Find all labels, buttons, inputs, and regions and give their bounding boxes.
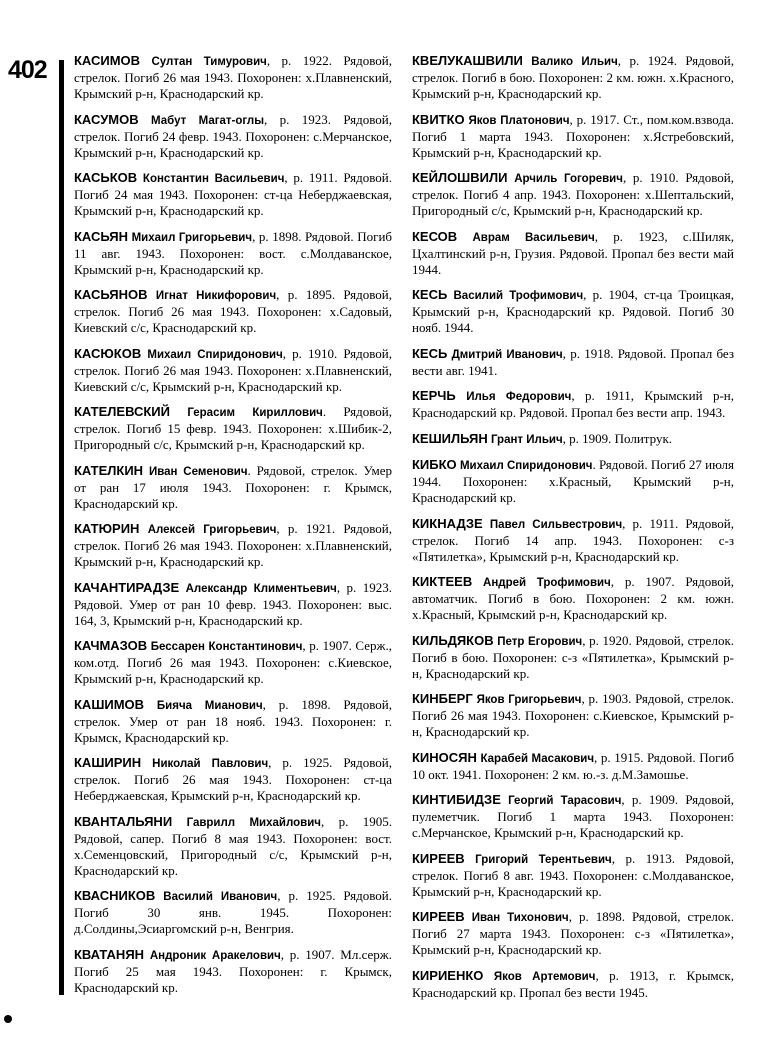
entry-given-name: Дмитрий Иванович xyxy=(451,348,563,361)
entry-given-name: Мабут Магат-оглы xyxy=(151,114,265,127)
entry-surname: КИРИЕНКО xyxy=(412,967,484,983)
entry-given-name: Павел Сильвестрович xyxy=(489,518,623,531)
entry xyxy=(74,814,392,879)
entry-details: , р. 1898. Рядовой. Погиб 11 авг. 1943. Похоронен: вост. с.Молдаванское, Крымский р-н, Краснодарский кр. xyxy=(74,228,393,277)
entry xyxy=(412,516,734,565)
entry xyxy=(412,633,734,682)
entry xyxy=(412,287,734,336)
entry-surname: КАСУМОВ xyxy=(74,111,139,127)
entry xyxy=(74,888,392,937)
entry-given-name: Грант Ильич xyxy=(490,433,563,446)
entry-details: , р. 1911, Крымский р-н, Краснодарский кр. Рядовой. Пропал без вести апр. 1943. xyxy=(412,388,735,420)
entry-given-name: Петр Егорович xyxy=(497,635,583,648)
entry-given-name: Бессарен Константинович xyxy=(150,641,303,653)
entry xyxy=(412,909,734,958)
entry xyxy=(74,170,392,219)
margin-mark xyxy=(4,1015,12,1023)
entry xyxy=(412,388,734,421)
entry-details: , р. 1905. Рядовой, сапер. Погиб 8 мая 1943. Похоронен: вост. х.Семенцовский, Пригородный с/с, Крымский р-н, Краснодарский кр. xyxy=(74,813,393,878)
entry-given-name: Яков Артемович xyxy=(493,970,596,983)
entry-details: , р. 1910. Рядовой, стрелок. Погиб 26 мая 1943. Похоронен: х.Плавненский, Киевский с/с, Крымский р-н, Краснодарский кр. xyxy=(74,345,392,394)
entry xyxy=(412,53,734,102)
entry-given-name: Константин Васильевич xyxy=(142,173,285,185)
entry xyxy=(74,53,392,102)
entry-surname: КАЧАНТИРАДЗЕ xyxy=(74,579,180,595)
entry-details: , р. 1911. Рядовой. Погиб 24 мая 1943. Похоронен: ст-ца Неберджаевская, Крымский р-н, Краснодарский кр. xyxy=(74,170,392,218)
entry-surname: КИЛЬДЯКОВ xyxy=(412,632,494,648)
entry xyxy=(74,521,392,570)
entry-given-name: Василий Трофимович xyxy=(453,290,584,302)
entry xyxy=(412,691,734,740)
entry-details: , р. 1917. Ст., пом.ком.взвода. Погиб 1 марта 1943. Похоронен: х.Ястребовский, Крымский р-н, Краснодарский кр. xyxy=(412,111,734,160)
entry-given-name: Андрей Трофимович xyxy=(483,577,611,589)
entry-details: . Рядовой. Погиб 27 июля 1944. Похоронен: х.Красный, Крымский р-н, Краснодарский кр. xyxy=(412,457,734,505)
entry-details: , р. 1922. Рядовой, стрелок. Погиб 26 мая 1943. Похоронен: х.Плавненский, Крымский р-н, Краснодарский кр. xyxy=(74,53,392,101)
entry-surname: КАТЮРИН xyxy=(74,521,140,536)
entry-details: , р. 1909. Рядовой, пулеметчик. Погиб 1 марта 1943. Похоронен: с.Мерчанское, Крымский р-н, Краснодарский кр. xyxy=(412,792,734,840)
entry-given-name: Карабей Масакович xyxy=(480,752,595,765)
entry-details: , р. 1923. Рядовой. Умер от ран 10 февр. 1943. Похоронен: выс. 164, 3, Крымский р-н, Краснодарский кр. xyxy=(74,579,392,628)
entry-details: , р. 1911. Рядовой, стрелок. Погиб 14 апр. 1943. Похоронен: с-з «Пятилетка», Крымский р-н, Краснодарский кр. xyxy=(412,515,735,564)
entry-surname: КЕШИЛЬЯН xyxy=(412,430,488,446)
entry-surname: КВЕЛУКАШВИЛИ xyxy=(412,53,523,68)
entry-given-name: Александр Климентьевич xyxy=(185,582,337,595)
entry-given-name: Андроник Аракелович xyxy=(149,949,281,962)
entry xyxy=(412,851,734,900)
column-left xyxy=(74,53,392,1005)
entry-surname: КАТЕЛЕВСКИЙ xyxy=(74,404,170,419)
entry-surname: КЕСЬ xyxy=(412,287,448,302)
entry-given-name: Игнат Никифорович xyxy=(155,290,277,302)
entry-details: , р. 1907. Рядовой, автоматчик. Погиб в бою. Похоронен: 2 км. южн. х.Красный, Крымский р-н, Краснодарский кр. xyxy=(412,574,734,622)
entry-details: . Рядовой, стрелок. Погиб 15 февр. 1943. Похоронен: х.Шибик-2, Пригородный с/с, Крымский р-н, Краснодарский кр. xyxy=(74,404,393,452)
entry-surname: КВИТКО xyxy=(412,111,465,127)
entry-surname: КИКТЕЕВ xyxy=(412,574,473,589)
entry xyxy=(74,346,392,395)
entry-surname: КИКНАДЗЕ xyxy=(412,515,483,531)
entry-given-name: Аврам Васильевич xyxy=(472,231,595,244)
entry xyxy=(412,792,734,841)
entry-details: , р. 1898. Рядовой, стрелок. Умер от ран 18 нояб. 1943. Похоронен: г. Крымск, Краснодарский кр. xyxy=(74,696,392,745)
entry-details: , р. 1920. Рядовой, стрелок. Погиб в бою. Похоронен: с-з «Пятилетка», Крымский р-н, Краснодарский кр. xyxy=(412,632,735,681)
entry-surname: КВАСНИКОВ xyxy=(74,888,156,903)
entry-given-name: Михаил Григорьевич xyxy=(131,231,253,244)
entry-surname: КАСЮКОВ xyxy=(74,345,142,361)
entry xyxy=(74,697,392,746)
entry-given-name: Султан Тимурович xyxy=(151,56,267,68)
entry-given-name: Георгий Тарасович xyxy=(508,795,622,807)
entry-details: , р. 1924. Рядовой, стрелок. Погиб в бою. Похоронен: 2 км. южн. х.Красного, Крымский р-н, Краснодарский кр. xyxy=(412,53,734,101)
entry-surname: КИБКО xyxy=(412,457,457,472)
entry-surname: КИНБЕРГ xyxy=(412,691,473,706)
entry xyxy=(74,755,392,804)
entry-surname: КИРЕЕВ xyxy=(412,850,465,866)
entry xyxy=(74,229,392,278)
entry-given-name: Николай Павлович xyxy=(152,758,269,770)
column-right xyxy=(412,53,734,1010)
entry-details: , р. 1910. Рядовой, стрелок. Погиб 4 апр. 1943. Похоронен: х.Шептальский, Пригородный с/с, Крымский р-н, Краснодарский кр. xyxy=(412,170,735,218)
entry xyxy=(74,580,392,629)
entry-surname: КАСЬЯН xyxy=(74,228,128,244)
entry-given-name: Герасим Кириллович xyxy=(187,407,323,419)
entry xyxy=(74,638,392,687)
entry-details: , р. 1913, г. Крымск, Краснодарский кр. Пропал без вести 1945. xyxy=(412,967,734,1000)
entry xyxy=(412,112,734,161)
entry-surname: КАСЬКОВ xyxy=(74,170,138,185)
entry-given-name: Валико Ильич xyxy=(531,56,618,68)
entry xyxy=(74,287,392,336)
entry xyxy=(412,346,734,379)
entry-given-name: Василий Иванович xyxy=(163,891,278,903)
entry-details: , р. 1925. Рядовой, стрелок. Погиб 26 мая 1943. Похоронен: ст-ца Неберджаевская, Крымский р-н, Краснодарский кр. xyxy=(74,755,392,803)
entry-given-name: Иван Семенович xyxy=(148,465,248,478)
entry-details: , р. 1923. Рядовой, стрелок. Погиб 24 февр. 1943. Похоронен: с.Мерчанское, Крымский р-н, Краснодарский кр. xyxy=(74,111,392,160)
entry-given-name: Иван Тихонович xyxy=(471,912,569,924)
entry-given-name: Михаил Спиридонович xyxy=(147,348,283,361)
entry xyxy=(412,457,734,506)
entry-surname: КАЧМАЗОВ xyxy=(74,638,148,653)
entry-surname: КВАТАНЯН xyxy=(74,946,145,962)
entry xyxy=(412,750,734,783)
entry-given-name: Арчиль Гогоревич xyxy=(514,173,623,185)
entry-details: , р. 1907. Серж., ком.отд. Погиб 26 мая 1943. Похоронен: с.Киевское, Крымский р-н, Краснодарский кр. xyxy=(74,638,392,686)
entry-surname: КЕСОВ xyxy=(412,228,458,244)
entry-given-name: Илья Федорович xyxy=(466,391,572,403)
entry-surname: КИРЕЕВ xyxy=(412,909,465,924)
entry xyxy=(412,431,734,448)
entry-details: , р. 1918. Рядовой. Пропал без вести авг. 1941. xyxy=(412,345,734,378)
entry xyxy=(412,574,734,623)
entry-surname: КЕЙЛОШВИЛИ xyxy=(412,170,508,185)
entry-surname: КАШИРИН xyxy=(74,755,142,770)
entry-surname: КАТЕЛКИН xyxy=(74,462,144,478)
page-number: 402 xyxy=(8,56,47,84)
entry xyxy=(74,404,392,453)
entry-given-name: Михаил Спиридонович xyxy=(459,460,593,472)
entry-given-name: Яков Григорьевич xyxy=(476,694,582,706)
entry-given-name: Гаврилл Михайлович xyxy=(186,816,321,829)
entry-details: , р. 1913. Рядовой, стрелок. Погиб 8 авг. 1943. Похоронен: с.Молдаванское, Крымский р-н, Краснодарский кр. xyxy=(412,850,735,899)
entry-given-name: Бияча Мианович xyxy=(156,699,263,712)
entry-given-name: Григорий Терентьевич xyxy=(475,853,612,866)
entry-details: , р. 1915. Рядовой. Погиб 10 окт. 1941. Похоронен: 2 км. ю.-з. д.М.Замошье. xyxy=(412,749,734,782)
entry-surname: КАШИМОВ xyxy=(74,696,145,712)
entry-surname: КАСЬЯНОВ xyxy=(74,287,148,302)
entry xyxy=(74,947,392,996)
entry-given-name: Яков Платонович xyxy=(468,114,570,127)
entry-surname: КВАНТАЛЬЯНИ xyxy=(74,813,173,829)
entry-surname: КИНТИБИДЗЕ xyxy=(412,792,501,807)
entry-details: , р. 1925. Рядовой. Погиб 30 янв. 1945. Похоронен: д.Солдины,Эсиаргомский р-н, Венгрия. xyxy=(74,888,393,936)
entry-details: , р. 1921. Рядовой, стрелок. Погиб 26 мая 1943. Похоронен: х.Плавненский, Крымский р-н, Краснодарский кр. xyxy=(74,521,392,569)
entry-surname: КЕРЧЬ xyxy=(412,388,456,403)
entry-details: , р. 1907. Мл.серж. Погиб 25 мая 1943. Похоронен: г. Крымск, Краснодарский кр. xyxy=(74,946,393,995)
entry-details: , р. 1923, с.Шиляк, Цхалтинский р-н, Грузия. Рядовой. Пропал без вести май 1944. xyxy=(412,228,735,277)
entry-surname: КАСИМОВ xyxy=(74,53,141,68)
entry-surname: КЕСЬ xyxy=(412,345,448,361)
entry-details: , р. 1903. Рядовой, стрелок. Погиб 26 мая 1943. Похоронен: с.Киевское, Крымский р-н, Краснодарский кр. xyxy=(412,691,734,739)
entry xyxy=(412,229,734,278)
entry-details: , р. 1904, ст-ца Троицкая, Крымский р-н, Краснодарский кр. Рядовой. Погиб 30 нояб. 1944. xyxy=(412,287,734,335)
entry-details: . Рядовой, стрелок. Умер от ран 17 июля 1943. Похоронен: г. Крымск, Краснодарский кр. xyxy=(74,462,392,511)
entry-given-name: Алексей Григорьевич xyxy=(147,524,277,536)
entry xyxy=(412,968,734,1001)
entry xyxy=(412,170,734,219)
entry-details: , р. 1895. Рядовой, стрелок. Погиб 26 мая 1943. Похоронен: х.Садовый, Киевский с/с, Краснодарский кр. xyxy=(74,287,392,335)
entry xyxy=(74,463,392,512)
entry-details: , р. 1909. Политрук. xyxy=(562,430,673,446)
entry-details: , р. 1898. Рядовой, стрелок. Погиб 27 марта 1943. Похоронен: с-з «Пятилетка», Крымский р-н, Краснодарский кр. xyxy=(412,909,734,957)
entry xyxy=(74,112,392,161)
margin-rule xyxy=(59,60,64,995)
entry-surname: КИНОСЯН xyxy=(412,749,477,765)
